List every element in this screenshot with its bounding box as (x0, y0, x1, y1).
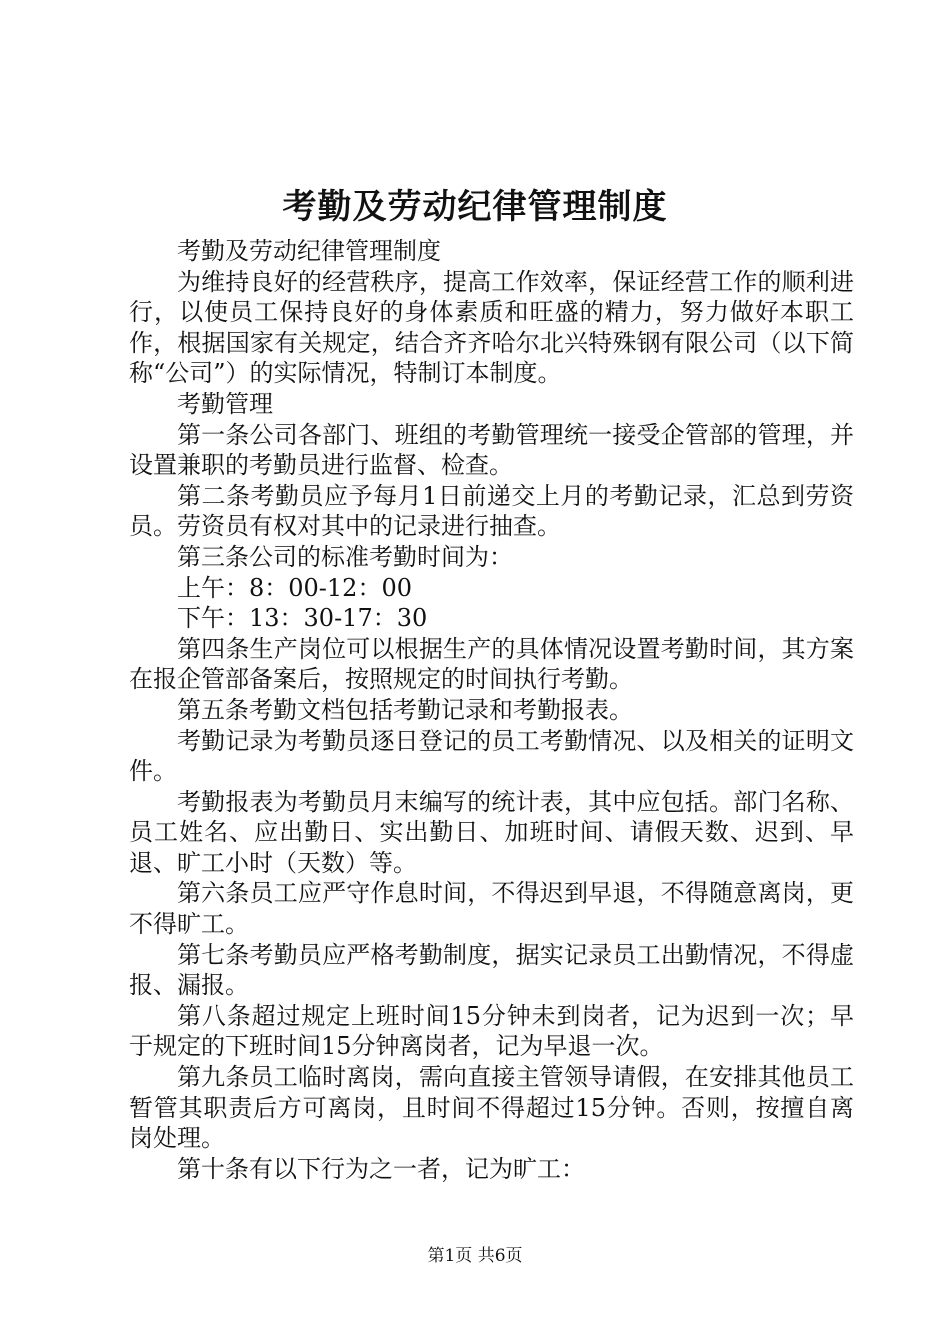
article-9: 第九条员工临时离岗，需向直接主管领导请假，在安排其他员工暂管其职责后方可离岗，且时间不得超过15分钟。否则，按擅自离岗处理。 (129, 1063, 854, 1153)
article-5: 第五条考勤文档包括考勤记录和考勤报表。 (177, 695, 633, 724)
article-2: 第二条考勤员应予每月1日前递交上月的考勤记录，汇总到劳资员。劳资员有权对其中的记录进行抽查。 (129, 481, 854, 541)
article-4: 第四条生产岗位可以根据生产的具体情况设置考勤时间，其方案在报企管部备案后，按照规定的时间执行考勤。 (129, 634, 854, 694)
page-number-footer: 第1页 共6页 (427, 1246, 523, 1266)
document-body (129, 236, 854, 1184)
article-7: 第七条考勤员应严格考勤制度，据实记录员工出勤情况，不得虚报、漏报。 (129, 940, 854, 1000)
document-title: 考勤及劳动纪律管理制度 (282, 187, 668, 227)
section-heading-attendance: 考勤管理 (177, 389, 273, 418)
attendance-record-definition: 考勤记录为考勤员逐日登记的员工考勤情况、以及相关的证明文件。 (129, 726, 854, 786)
paragraph-subtitle: 考勤及劳动纪律管理制度 (177, 237, 441, 265)
article-1: 第一条公司各部门、班组的考勤管理统一接受企管部的管理，并设置兼职的考勤员进行监督、检查。 (129, 420, 854, 480)
article-8: 第八条超过规定上班时间15分钟未到岗者，记为迟到一次；早于规定的下班时间15分钟离岗者，记为早退一次。 (129, 1001, 854, 1061)
attendance-report-definition: 考勤报表为考勤员月末编写的统计表，其中应包括。部门名称、员工姓名、应出勤日、实出勤日、加班时间、请假天数、迟到、早退、旷工小时（天数）等。 (129, 787, 854, 877)
morning-hours: 上午：8：00-12：00 (177, 573, 412, 602)
paragraph-intro: 为维持良好的经营秩序，提高工作效率，保证经营工作的顺利进行，以使员工保持良好的身体素质和旺盛的精力，努力做好本职工作，根据国家有关规定，结合齐齐哈尔北兴特殊钢有限公司（以下简称“公司”）的实际情况，特制订本制度。 (129, 267, 854, 388)
article-6: 第六条员工应严守作息时间，不得迟到早退，不得随意离岗，更不得旷工。 (129, 879, 854, 939)
article-3: 第三条公司的标准考勤时间为： (177, 542, 513, 571)
article-10: 第十条有以下行为之一者，记为旷工： (177, 1154, 585, 1183)
afternoon-hours: 下午：13：30-17：30 (177, 604, 428, 633)
